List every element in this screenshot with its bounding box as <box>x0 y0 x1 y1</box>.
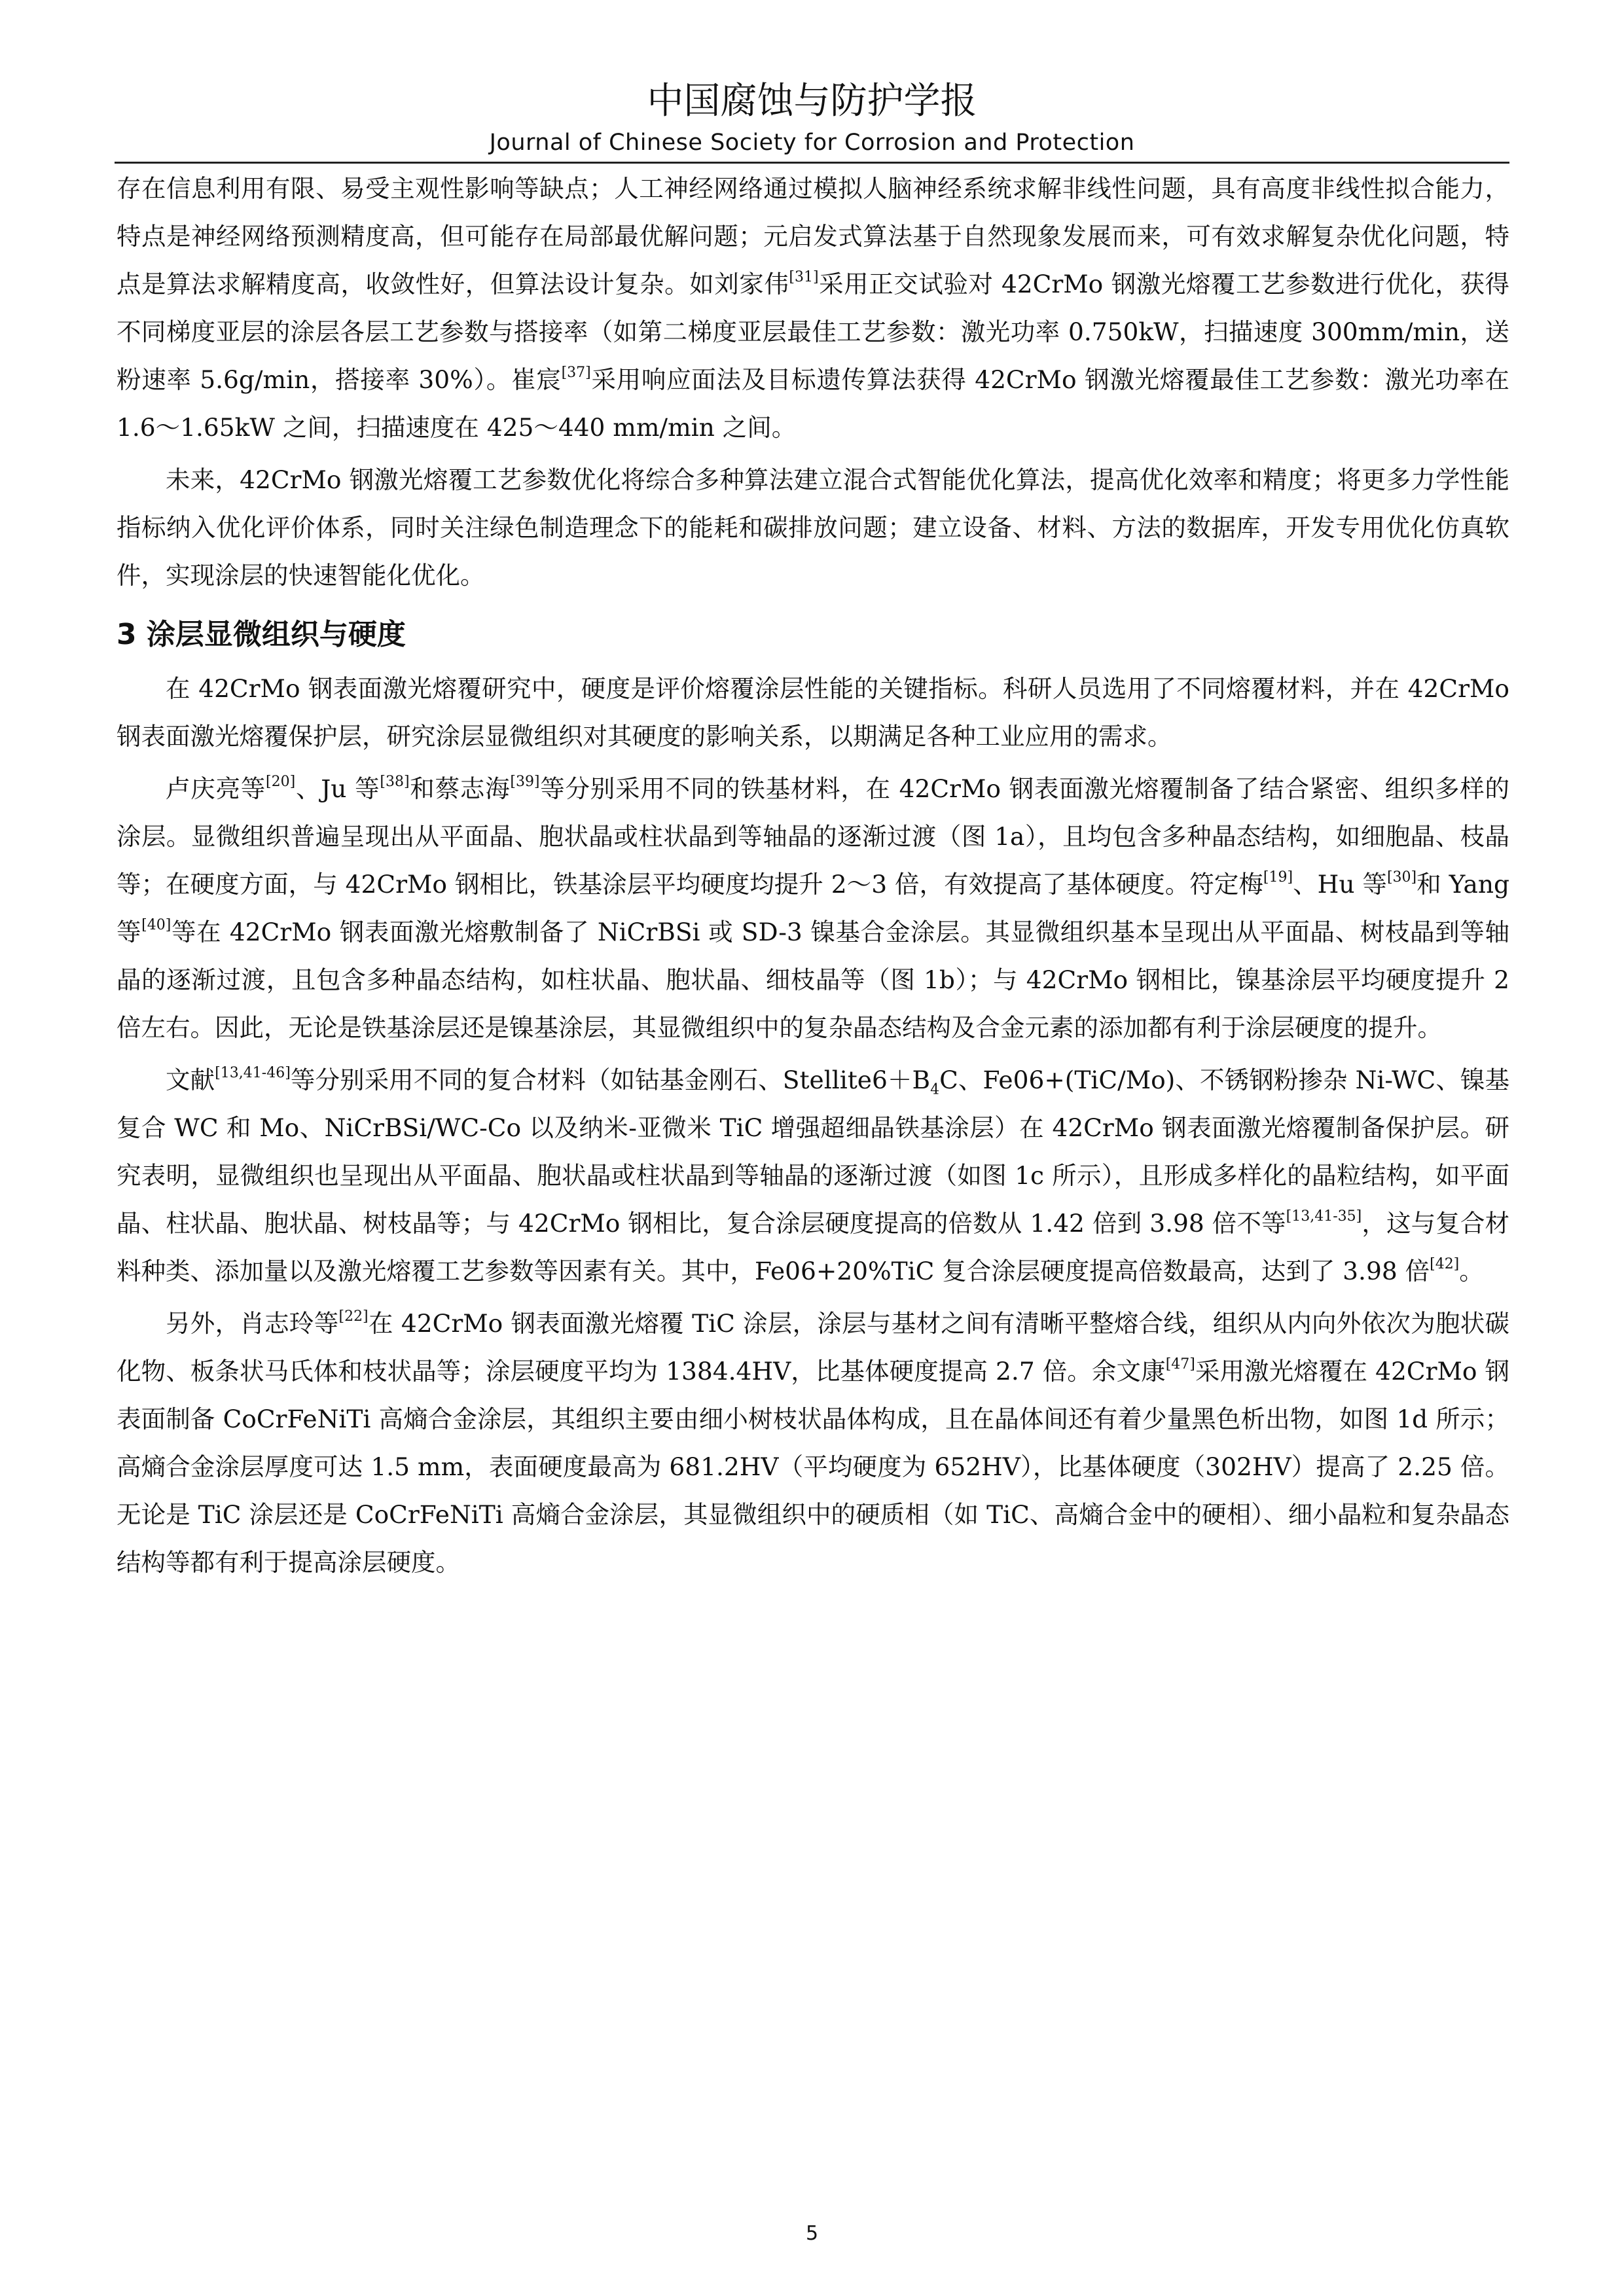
text-run: 采用响应面法及目标遗传算法获得 42CrMo 钢激光熔覆最佳工艺参数：激光功率在 1.6～1.65kW 之间，扫描速度在 425～440 mm/min 之间。 <box>117 365 1509 442</box>
text-run: 、Ju 等 <box>295 774 380 803</box>
text-run: 存在信息利用有限、易受主观性影响等缺点；人工神经网络通过模拟人脑神经系统求解非线性问题，具有高度非线性拟合能力，特点是神经网络预测精度高，但可能存在局部最优解问题；元启发式算法基于自然现象发展而来，可有效求解复杂优化问题，特点是算法求解精度高，收敛性好，但算法设计复杂。如刘家伟 <box>117 174 1509 298</box>
citation: [20] <box>266 774 296 790</box>
citation: [37] <box>561 365 591 381</box>
journal-title-en: Journal of Chinese Society for Corrosion and Protection <box>489 130 1135 156</box>
paragraph-3 <box>117 665 1509 761</box>
text-run: 、Hu 等 <box>1293 870 1387 899</box>
text-run: 采用激光熔覆在 42CrMo 钢表面制备 CoCrFeNiTi 高熵合金涂层，其组织主要由细小树枝状晶体构成，且在晶体间还有着少量黑色析出物，如图 1d 所示；高熵合金涂层厚度可达 1.5 mm，表面硬度最高为 681.2HV（平均硬度为 652HV），比基体硬度（302HV）提高了 2.25 倍。无论是 TiC 涂层还是 CoCrFeNiTi 高熵合金涂层，其显微组织中的硬质相（如 TiC、高熵合金中的硬相）、细小晶粒和复杂晶态结构等都有利于提高涂层硬度。 <box>117 1357 1509 1577</box>
text-run: 在 42CrMo 钢表面激光熔覆 TiC 涂层，涂层与基材之间有清晰平整熔合线，组织从内向外依次为胞状碳化物、板条状马氏体和枝状晶等；涂层硬度平均为 1384.4HV，比基体硬度提高 2.7 倍。余文康 <box>117 1309 1510 1386</box>
text-run: 未来，42CrMo 钢激光熔覆工艺参数优化将综合多种算法建立混合式智能优化算法，提高优化效率和精度；将更多力学性能指标纳入优化评价体系，同时关注绿色制造理念下的能耗和碳排放问题；建立设备、材料、方法的数据库，开发专用优化仿真软件，实现涂层的快速智能化优化。 <box>117 465 1509 590</box>
text-run: 卢庆亮等 <box>166 774 266 803</box>
text-run: 等分别采用不同的复合材料（如钴基金刚石、Stellite6＋B <box>290 1066 931 1094</box>
citation: [30] <box>1386 869 1417 886</box>
article-body <box>117 165 1509 1591</box>
text-run: 等分别采用不同的铁基材料，在 42CrMo 钢表面激光熔覆制备了结合紧密、组织多样的涂层。显微组织普遍呈现出从平面晶、胞状晶或柱状晶到等轴晶的逐渐过渡（图 1a），且均包含多种晶态结构，如细胞晶、枝晶等；在硬度方面，与 42CrMo 钢相比，铁基涂层平均硬度均提升 2～3 倍，有效提高了基体硬度。符定梅 <box>117 774 1510 899</box>
citation: [13,41-46] <box>215 1065 291 1081</box>
subscript: 4 <box>930 1081 940 1098</box>
text-run: 文献 <box>166 1066 215 1094</box>
text-run: 等在 42CrMo 钢表面激光熔敷制备了 NiCrBSi 或 SD-3 镍基合金涂层。其显微组织基本呈现出从平面晶、树枝晶到等轴晶的逐渐过渡，且包含多种晶态结构，如柱状晶、胞状晶、细枝晶等（图 1b）；与 42CrMo 钢相比，镍基涂层平均硬度提升 2 倍左右。因此，无论是铁基涂层还是镍基涂层，其显微组织中的复杂晶态结构及合金元素的添加都有利于涂层硬度的提升。 <box>117 918 1509 1042</box>
journal-header <box>0 77 1624 158</box>
text-run: 采用正交试验对 42CrMo 钢激光熔覆工艺参数进行优化，获得不同梯度亚层的涂层各层工艺参数与搭接率（如第二梯度亚层最佳工艺参数：激光功率 0.750kW，扫描速度 300mm/min，送粉速率 5.6g/min，搭接率 30%）。崔宸 <box>117 270 1509 394</box>
journal-title-cn: 中国腐蚀与防护学报 <box>647 80 977 122</box>
citation: [13,41-35] <box>1286 1208 1362 1225</box>
citation: [39] <box>510 774 540 790</box>
page-number: 5 <box>805 2222 819 2245</box>
section-heading: 3 涂层显微组织与硬度 <box>117 618 406 651</box>
paragraph-5 <box>117 1056 1509 1295</box>
text-run: 和 Yang 等 <box>117 870 1509 946</box>
citation: [19] <box>1263 869 1293 886</box>
text-run: 和蔡志海 <box>409 774 511 803</box>
text-run: C、Fe06+(TiC/Mo)、不锈钢粉掺杂 Ni-WC、镍基复合 WC 和 Mo、NiCrBSi/WC-Co 以及纳米-亚微米 TiC 增强超细晶铁基涂层）在 42CrMo 钢表面激光熔覆制备保护层。研究表明，显微组织也呈现出从平面晶、胞状晶或柱状晶到等轴晶的逐渐过渡（如图 1c 所示），且形成多样化的晶粒结构，如平面晶、柱状晶、胞状晶、树枝晶等；与 42CrMo 钢相比，复合涂层硬度提高的倍数从 1.42 倍到 3.98 倍不等 <box>117 1066 1510 1238</box>
paragraph-6 <box>117 1300 1509 1587</box>
paragraph-2 <box>117 456 1509 600</box>
citation: [38] <box>380 774 410 790</box>
citation: [22] <box>338 1308 369 1325</box>
citation: [47] <box>1165 1356 1195 1372</box>
text-run: 另外，肖志玲等 <box>166 1309 339 1338</box>
citation: [40] <box>141 917 171 933</box>
text-run: ，这与复合材料种类、添加量以及激光熔覆工艺参数等因素有关。其中，Fe06+20%TiC 复合涂层硬度提高倍数最高，达到了 3.98 倍 <box>117 1209 1509 1285</box>
citation: [42] <box>1430 1256 1460 1272</box>
header-rule <box>115 162 1509 164</box>
text-run: 在 42CrMo 钢表面激光熔覆研究中，硬度是评价熔覆涂层性能的关键指标。科研人员选用了不同熔覆材料，并在 42CrMo 钢表面激光熔覆保护层，研究涂层显微组织对其硬度的影响关系，以期满足各种工业应用的需求。 <box>117 674 1509 751</box>
paragraph-4 <box>117 765 1509 1052</box>
citation: [31] <box>789 269 819 285</box>
text-run: 。 <box>1459 1257 1484 1285</box>
paragraph-1 <box>117 165 1509 452</box>
